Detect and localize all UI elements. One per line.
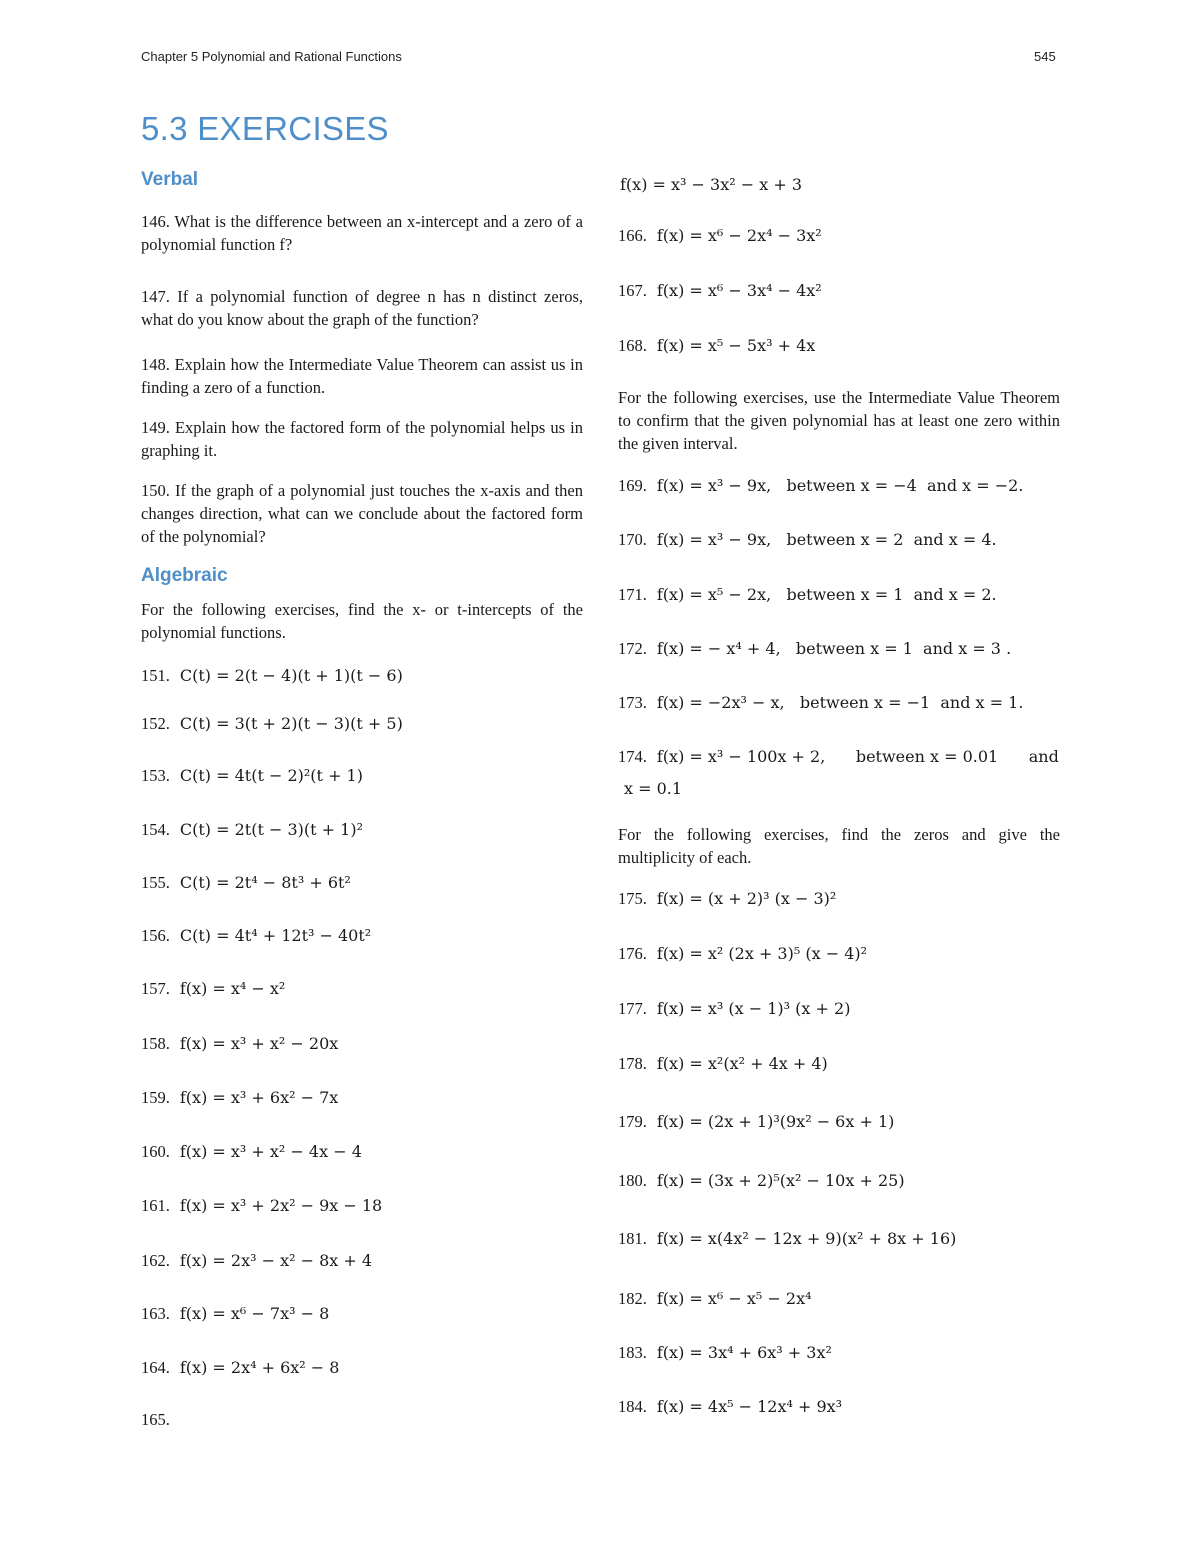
exercise-147: 147. If a polynomial function of degree n has n distinct zeros, what do you know about the graph of the function? [141,287,583,329]
exercise-expression: f(x) = (3x + 2)⁵(x² − 10x + 25) [656,1171,905,1190]
exercise-expression: f(x) = x³ (x − 1)³ (x + 2) [656,999,851,1018]
exercise-171 [618,585,997,605]
exercise-148: 148. Explain how the Intermediate Value Theorem can assist us in finding a zero of a function. [141,355,583,397]
exercise-number: 184. [618,1397,647,1416]
exercise-number: 165. [141,1410,170,1429]
exercise-184 [618,1397,842,1417]
exercise-175 [618,889,836,909]
exercise-expression: f(x) = x³ − 3x² − x + 3 [620,175,802,194]
exercise-expression: f(x) = x³ + x² − 4x − 4 [179,1142,362,1161]
exercise-expression: f(x) = x²(x² + 4x + 4) [656,1054,828,1073]
chapter-header: Chapter 5 Polynomial and Rational Functions [141,49,402,64]
exercise-number: 161. [141,1196,170,1215]
exercise-expression: C(t) = 4t⁴ + 12t³ − 40t² [179,926,372,945]
exercise-expression: f(x) = x⁶ − 7x³ − 8 [179,1304,330,1323]
exercise-number: 157. [141,979,170,998]
exercise-expression: f(x) = 3x⁴ + 6x³ + 3x² [656,1343,832,1362]
exercise-expression: C(t) = 2t⁴ − 8t³ + 6t² [179,873,351,892]
exercise-149: 149. Explain how the factored form of the polynomial helps us in graphing it. [141,418,583,460]
exercise-expression: f(x) = x(4x² − 12x + 9)(x² + 8x + 16) [656,1229,957,1248]
exercise-expression: f(x) = (2x + 1)³(9x² − 6x + 1) [656,1112,895,1131]
exercise-expression: f(x) = x⁶ − 2x⁴ − 3x² [656,226,822,245]
exercise-169 [618,476,1023,496]
exercise-153 [141,766,363,786]
exercise-159 [141,1088,338,1108]
exercise-expression: f(x) = x⁵ − 5x³ + 4x [656,336,816,355]
exercise-expression: C(t) = 2t(t − 3)(t + 1)² [179,820,363,839]
exercise-number: 175. [618,889,647,908]
exercise-number: 172. [618,639,647,658]
exercise-number: 159. [141,1088,170,1107]
exercise-156 [141,926,371,946]
exercise-172 [618,639,1011,659]
exercise-expression: f(x) = x⁴ − x² [179,979,286,998]
exercise-164 [141,1358,339,1378]
exercise-number: 169. [618,476,647,495]
exercise-178 [618,1054,828,1074]
exercise-number: 176. [618,944,647,963]
exercise-number: 181. [618,1229,647,1248]
exercise-expression: f(x) = −2x³ − x, between x = −1 and x = 1. [656,693,1024,712]
exercise-expression: f(x) = x⁶ − 3x⁴ − 4x² [656,281,822,300]
exercise-154 [141,820,363,840]
exercise-179 [618,1112,894,1132]
exercise-expression: f(x) = x³ − 9x, between x = −4 and x = −2. [656,476,1024,495]
exercise-151 [141,666,403,686]
exercise-expression: f(x) = x² (2x + 3)⁵ (x − 4)² [656,944,868,963]
exercise-expression: f(x) = x³ + 2x² − 9x − 18 [179,1196,383,1215]
exercise-expression: C(t) = 4t(t − 2)²(t + 1) [179,766,363,785]
exercise-152 [141,714,403,734]
exercise-182 [618,1289,812,1309]
exercise-expression: f(x) = (x + 2)³ (x − 3)² [656,889,837,908]
exercise-number: 152. [141,714,170,733]
exercise-number: 155. [141,873,170,892]
exercise-number: 170. [618,530,647,549]
exercise-number: 183. [618,1343,647,1362]
exercise-165-expression [610,175,802,195]
exercise-number: 166. [618,226,647,245]
instruction-intercepts: For the following exercises, find the x- or t-intercepts of the polynomial functions. [141,600,583,642]
exercise-number: 173. [618,693,647,712]
exercise-expression: C(t) = 3(t + 2)(t − 3)(t + 5) [179,714,403,733]
exercise-174-continued [614,779,682,799]
exercise-expression: f(x) = x³ − 9x, between x = 2 and x = 4. [656,530,997,549]
exercise-number: 174. [618,747,647,766]
section-algebraic: Algebraic [141,565,228,586]
exercise-number: 171. [618,585,647,604]
exercise-number: 151. [141,666,170,685]
exercise-146: 146. What is the difference between an x-intercept and a zero of a polynomial function f? [141,212,583,254]
instruction-zeros: For the following exercises, find the zeros and give the multiplicity of each. [618,825,1060,867]
exercise-number: 154. [141,820,170,839]
exercise-150: 150. If the graph of a polynomial just touches the x-axis and then changes direction, what can we conclude about the factored form of the polynomial? [141,481,583,546]
exercise-number: 163. [141,1304,170,1323]
exercise-expression: f(x) = x⁵ − 2x, between x = 1 and x = 2. [656,585,997,604]
exercise-expression: f(x) = 2x⁴ + 6x² − 8 [179,1358,340,1377]
exercise-expression: f(x) = x³ − 100x + 2, between x = 0.01 and [656,747,1059,766]
exercise-number: 168. [618,336,647,355]
exercise-expression: f(x) = x³ + 6x² − 7x [179,1088,339,1107]
exercise-number: 156. [141,926,170,945]
exercise-181 [618,1229,956,1249]
exercise-expression: f(x) = 2x³ − x² − 8x + 4 [179,1251,373,1270]
exercise-expression: f(x) = x³ + x² − 20x [179,1034,339,1053]
exercise-number: 178. [618,1054,647,1073]
exercise-expression: f(x) = − x⁴ + 4, between x = 1 and x = 3 . [656,639,1012,658]
exercise-163 [141,1304,329,1324]
exercise-168 [618,336,815,356]
exercise-number: 167. [618,281,647,300]
exercise-177 [618,999,850,1019]
instruction-ivt: For the following exercises, use the Intermediate Value Theorem to confirm that the given polynomial has at least one zero within the given interval. [618,388,1060,453]
exercise-170 [618,530,997,550]
page-title: 5.3 EXERCISES [141,110,389,147]
exercise-165 [141,1410,180,1430]
section-verbal: Verbal [141,169,199,190]
exercise-166 [618,226,822,246]
exercise-number: 164. [141,1358,170,1377]
exercise-number: 179. [618,1112,647,1131]
exercise-expression: f(x) = x⁶ − x⁵ − 2x⁴ [656,1289,812,1308]
exercise-162 [141,1251,372,1271]
exercise-160 [141,1142,362,1162]
exercise-176 [618,944,867,964]
exercise-expression: C(t) = 2(t − 4)(t + 1)(t − 6) [179,666,403,685]
exercise-155 [141,873,351,893]
exercise-180 [618,1171,905,1191]
exercise-158 [141,1034,338,1054]
exercise-number: 182. [618,1289,647,1308]
exercise-expression: f(x) = 4x⁵ − 12x⁴ + 9x³ [656,1397,843,1416]
exercise-167 [618,281,822,301]
page-number: 545 [1034,49,1056,64]
exercise-161 [141,1196,382,1216]
exercise-157 [141,979,285,999]
exercise-number: 153. [141,766,170,785]
exercise-number: 160. [141,1142,170,1161]
exercise-173 [618,693,1023,713]
exercise-174 [618,747,1059,767]
exercise-183 [618,1343,832,1363]
exercise-number: 162. [141,1251,170,1270]
exercise-number: 158. [141,1034,170,1053]
exercise-expression: x = 0.1 [624,779,683,798]
exercise-number: 177. [618,999,647,1018]
exercise-number: 180. [618,1171,647,1190]
